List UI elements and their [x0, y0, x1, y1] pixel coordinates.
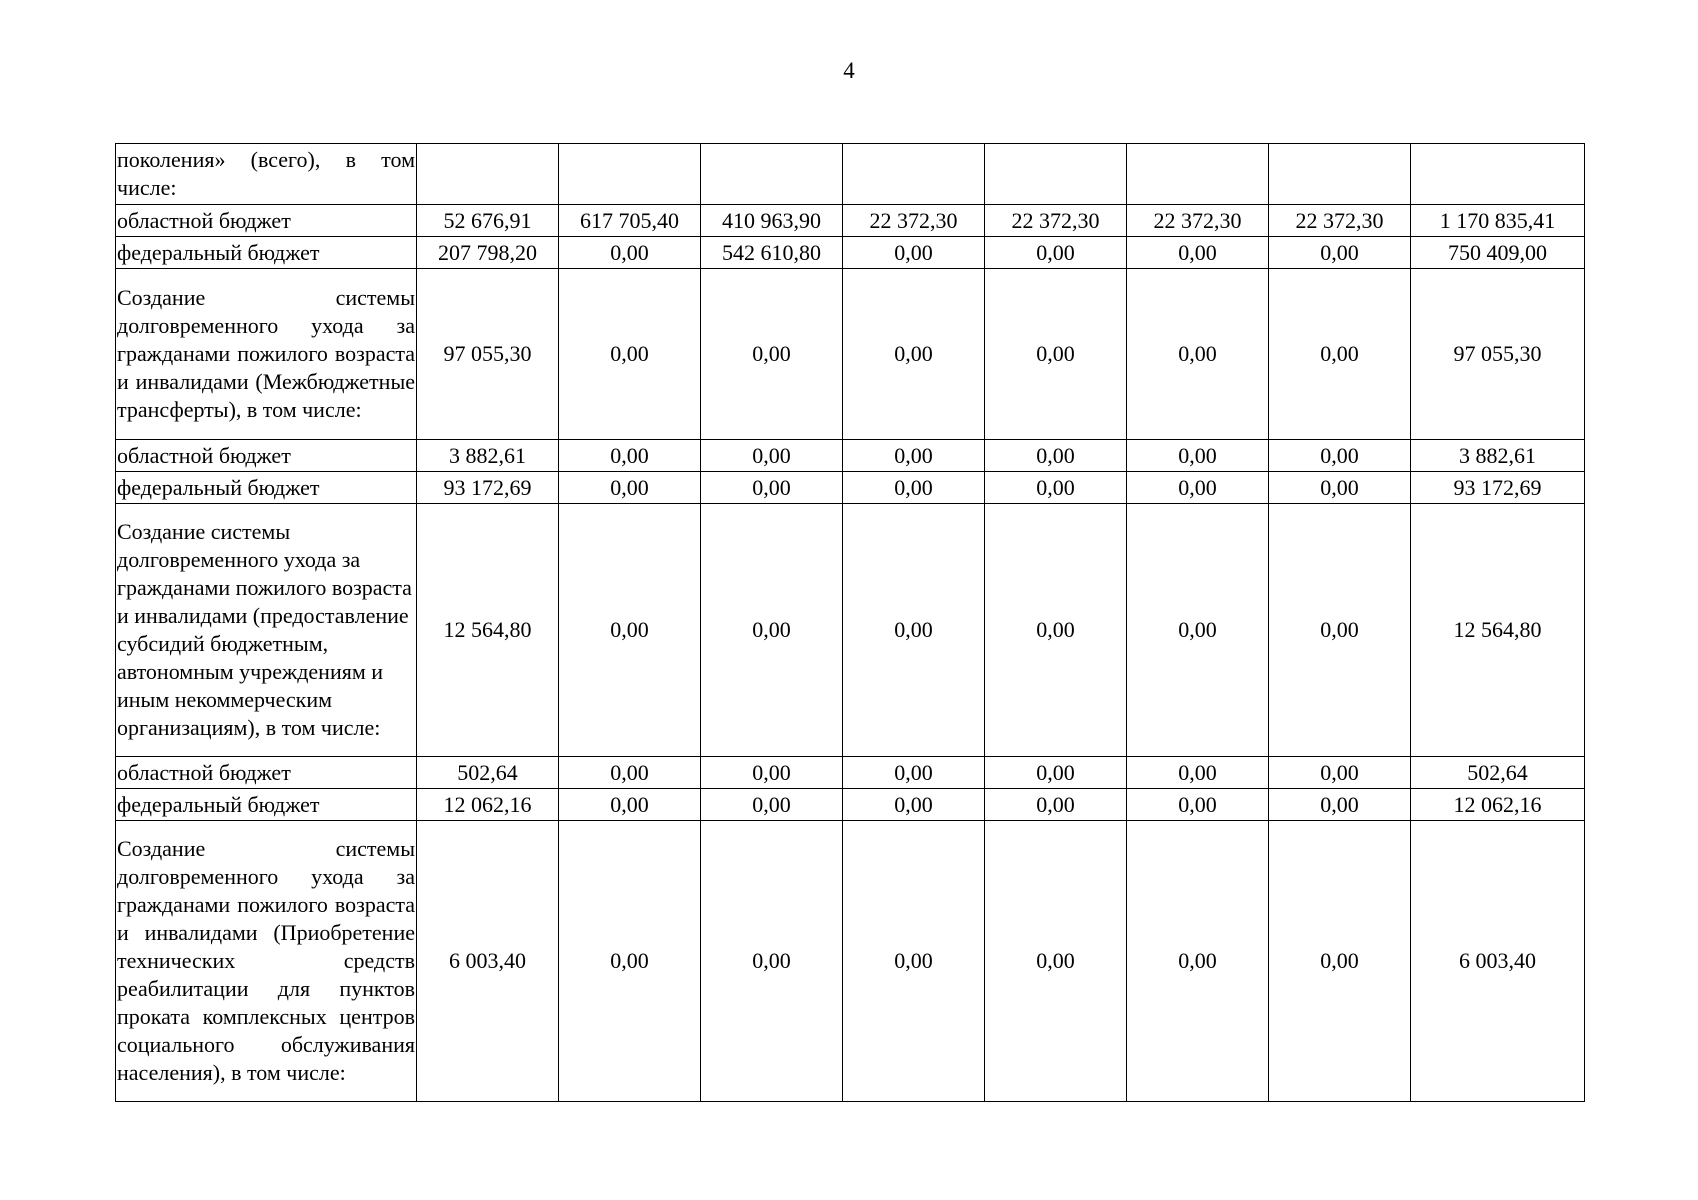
- value-cell: [1269, 144, 1411, 205]
- value-cell: 0,00: [843, 504, 985, 757]
- value-cell: 0,00: [559, 440, 701, 472]
- value-cell: 0,00: [1127, 472, 1269, 504]
- value-cell: 12 062,16: [417, 789, 559, 821]
- table-row: [116, 504, 1585, 757]
- value-cell: 0,00: [985, 504, 1127, 757]
- value-cell: 0,00: [843, 757, 985, 789]
- value-cell: 52 676,91: [417, 205, 559, 237]
- page-number: 4: [843, 58, 855, 83]
- value-cell: 0,00: [701, 440, 843, 472]
- row-label: областной бюджет: [116, 205, 417, 237]
- value-cell: 0,00: [985, 789, 1127, 821]
- row-label: федеральный бюджет: [116, 789, 417, 821]
- value-cell: 0,00: [985, 440, 1127, 472]
- value-cell: 410 963,90: [701, 205, 843, 237]
- value-cell: 0,00: [843, 472, 985, 504]
- value-cell: 0,00: [701, 821, 843, 1102]
- value-cell: 0,00: [559, 504, 701, 757]
- value-cell: 12 564,80: [417, 504, 559, 757]
- value-cell: 22 372,30: [1269, 205, 1411, 237]
- value-cell: 0,00: [559, 237, 701, 269]
- table-row: [116, 821, 1585, 1102]
- value-cell: 0,00: [559, 269, 701, 440]
- value-cell: 93 172,69: [417, 472, 559, 504]
- value-cell: 0,00: [701, 757, 843, 789]
- value-cell: 0,00: [1269, 440, 1411, 472]
- value-cell: 3 882,61: [1411, 440, 1585, 472]
- value-cell: 0,00: [1269, 237, 1411, 269]
- value-cell: 12 564,80: [1411, 504, 1585, 757]
- value-cell: 97 055,30: [417, 269, 559, 440]
- value-cell: 617 705,40: [559, 205, 701, 237]
- table-row: [116, 144, 1585, 205]
- value-cell: 0,00: [985, 757, 1127, 789]
- value-cell: 502,64: [417, 757, 559, 789]
- budget-table: [115, 143, 1585, 1102]
- row-label: областной бюджет: [116, 440, 417, 472]
- table-row: [116, 440, 1585, 472]
- value-cell: 0,00: [1269, 757, 1411, 789]
- value-cell: [417, 144, 559, 205]
- value-cell: 0,00: [701, 504, 843, 757]
- value-cell: [843, 144, 985, 205]
- row-label: федеральный бюджет: [116, 237, 417, 269]
- value-cell: 22 372,30: [985, 205, 1127, 237]
- value-cell: [559, 144, 701, 205]
- value-cell: 542 610,80: [701, 237, 843, 269]
- value-cell: 0,00: [1269, 472, 1411, 504]
- value-cell: 6 003,40: [417, 821, 559, 1102]
- value-cell: 0,00: [559, 821, 701, 1102]
- table-row: [116, 237, 1585, 269]
- value-cell: 0,00: [1269, 504, 1411, 757]
- table-row: [116, 757, 1585, 789]
- table-row: [116, 472, 1585, 504]
- row-label: Создание системы долговременного ухода за гражданами пожилого возраста и инвалидами (Приобретение технических средств реабилитации для пунктов проката комплексных центров социального обслуживания населения), в том числе:: [116, 821, 417, 1102]
- value-cell: 0,00: [985, 472, 1127, 504]
- value-cell: 0,00: [559, 789, 701, 821]
- value-cell: [985, 144, 1127, 205]
- value-cell: 0,00: [701, 472, 843, 504]
- value-cell: 0,00: [1127, 789, 1269, 821]
- row-label: областной бюджет: [116, 757, 417, 789]
- value-cell: 0,00: [1127, 757, 1269, 789]
- value-cell: 6 003,40: [1411, 821, 1585, 1102]
- value-cell: 0,00: [1127, 440, 1269, 472]
- value-cell: 0,00: [1127, 269, 1269, 440]
- value-cell: 502,64: [1411, 757, 1585, 789]
- value-cell: 0,00: [985, 269, 1127, 440]
- value-cell: 0,00: [1269, 789, 1411, 821]
- value-cell: 0,00: [985, 237, 1127, 269]
- value-cell: 0,00: [843, 269, 985, 440]
- value-cell: 0,00: [701, 269, 843, 440]
- table-row: [116, 205, 1585, 237]
- value-cell: 0,00: [843, 440, 985, 472]
- row-label: поколения» (всего), в том числе:: [116, 144, 417, 205]
- table-row: [116, 789, 1585, 821]
- value-cell: 750 409,00: [1411, 237, 1585, 269]
- table-row: [116, 269, 1585, 440]
- value-cell: 0,00: [1127, 504, 1269, 757]
- value-cell: 0,00: [1127, 821, 1269, 1102]
- row-label: Создание системы долговременного ухода за гражданами пожилого возраста и инвалидами (предоставление субсидий бюджетным, автономным учреждениям и иным некоммерческим организациям), в том числе:: [116, 504, 417, 757]
- value-cell: [1411, 144, 1585, 205]
- row-label: Создание системы долговременного ухода за гражданами пожилого возраста и инвалидами (Межбюджетные трансферты), в том числе:: [116, 269, 417, 440]
- value-cell: 0,00: [559, 472, 701, 504]
- value-cell: [1127, 144, 1269, 205]
- value-cell: 0,00: [843, 789, 985, 821]
- value-cell: 97 055,30: [1411, 269, 1585, 440]
- value-cell: 0,00: [559, 757, 701, 789]
- value-cell: 0,00: [1127, 237, 1269, 269]
- value-cell: [701, 144, 843, 205]
- value-cell: 0,00: [985, 821, 1127, 1102]
- value-cell: 1 170 835,41: [1411, 205, 1585, 237]
- value-cell: 0,00: [843, 237, 985, 269]
- value-cell: 0,00: [843, 821, 985, 1102]
- value-cell: 0,00: [1269, 269, 1411, 440]
- value-cell: 22 372,30: [1127, 205, 1269, 237]
- row-label: федеральный бюджет: [116, 472, 417, 504]
- value-cell: 0,00: [701, 789, 843, 821]
- value-cell: 12 062,16: [1411, 789, 1585, 821]
- value-cell: 22 372,30: [843, 205, 985, 237]
- value-cell: 0,00: [1269, 821, 1411, 1102]
- value-cell: 207 798,20: [417, 237, 559, 269]
- value-cell: 93 172,69: [1411, 472, 1585, 504]
- value-cell: 3 882,61: [417, 440, 559, 472]
